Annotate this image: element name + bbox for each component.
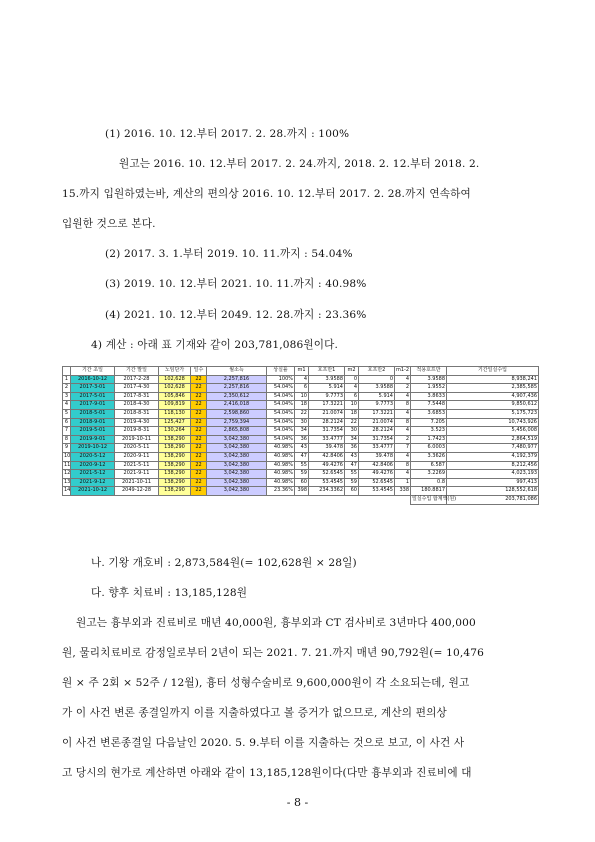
cell-end-date: 2017-8-31: [115, 392, 159, 401]
cell-unit-price: 105,846: [159, 392, 191, 401]
cell-loss-rate: 100%: [267, 375, 295, 384]
period-1: (1) 2016. 10. 12.부터 2017. 2. 28.까지 : 100%: [105, 128, 350, 140]
cell-hoffman1: 17.3221: [309, 401, 345, 410]
cell-end-date: 2020-5-11: [115, 444, 159, 453]
cell-start-date: 2021-5-12: [71, 470, 115, 479]
cell-m2: 43: [345, 452, 359, 461]
cell-m1-2: 338: [395, 487, 411, 496]
cell-m1: 398: [295, 487, 309, 496]
cell-loss-rate: 54.04%: [267, 435, 295, 444]
cell-m1: 34: [295, 427, 309, 436]
cell-hoffman1: 234.3362: [309, 487, 345, 496]
cell-days: 22: [191, 401, 207, 410]
cell-days: 22: [191, 392, 207, 401]
cell-loss-rate: 54.04%: [267, 427, 295, 436]
cell-loss-rate: 23.36%: [267, 487, 295, 496]
cell-start-date: 2018-5-01: [71, 409, 115, 418]
cell-end-date: 2049-12-28: [115, 487, 159, 496]
cell-hoffman1: 28.2124: [309, 418, 345, 427]
cell-monthly-income: 2,759,394: [207, 418, 267, 427]
cell-hoffman2: 53.4545: [359, 487, 395, 496]
cell-start-date: 2021-10-12: [71, 487, 115, 496]
header-start-date: 기간 초일: [71, 367, 115, 376]
cell-loss-rate: 40.98%: [267, 444, 295, 453]
total-label: 일실수입 합계액(원): [412, 496, 457, 502]
cell-period-lost-income: 2,385,585: [447, 384, 539, 393]
cell-unit-price: 102,628: [159, 375, 191, 384]
period-1-note-line-3: 입원한 것으로 본다.: [62, 218, 156, 230]
period-2: (2) 2017. 3. 1.부터 2019. 10. 11.까지 : 54.04%: [105, 248, 353, 260]
cell-start-date: 2019-10-12: [71, 444, 115, 453]
cell-applied-hoffman: 7.205: [411, 418, 447, 427]
cell-hoffman1: 53.4545: [309, 478, 345, 487]
cell-row-index: 8: [63, 435, 71, 444]
table-row: [63, 461, 539, 470]
cell-m2: 4: [345, 384, 359, 393]
header-m1-2: m1-2: [396, 367, 410, 374]
cell-m1: 30: [295, 418, 309, 427]
paragraph-line-6: 고 당시의 현가로 계산하면 아래와 같이 13,185,128원이다(다만 흉부외과 진료비에 대: [62, 767, 472, 779]
cell-unit-price: 118,130: [159, 409, 191, 418]
table-row: [63, 409, 539, 418]
cell-unit-price: 102,628: [159, 384, 191, 393]
cell-row-index: 5: [63, 409, 71, 418]
cell-row-index: 6: [63, 418, 71, 427]
cell-days: 22: [191, 461, 207, 470]
table-row: [63, 384, 539, 393]
section-na: 나. 기왕 개호비 : 2,873,584원(= 102,628원 × 28일): [91, 557, 357, 569]
cell-m2: 55: [345, 470, 359, 479]
cell-hoffman2: 3.9588: [359, 384, 395, 393]
cell-applied-hoffman: 1.9552: [411, 384, 447, 393]
cell-row-index: 2: [63, 384, 71, 393]
cell-start-date: 2019-5-01: [71, 427, 115, 436]
cell-hoffman2: 17.3221: [359, 409, 395, 418]
cell-period-lost-income: 5,175,723: [447, 409, 539, 418]
cell-hoffman2: 9.7773: [359, 401, 395, 410]
cell-start-date: 2016-10-12: [71, 375, 115, 384]
cell-applied-hoffman: 3.6853: [411, 409, 447, 418]
cell-hoffman2: 31.7354: [359, 435, 395, 444]
cell-monthly-income: 2,257,816: [207, 375, 267, 384]
header-m1: m1: [295, 367, 309, 376]
cell-hoffman2: 52.6545: [359, 478, 395, 487]
cell-monthly-income: 2,350,612: [207, 392, 267, 401]
cell-hoffman1: 49.4276: [309, 461, 345, 470]
cell-applied-hoffman: 3.523: [411, 427, 447, 436]
cell-loss-rate: 54.04%: [267, 401, 295, 410]
header-index: [63, 367, 71, 376]
period-3: (3) 2019. 10. 12.부터 2021. 10. 11.까지 : 40.98%: [105, 278, 367, 290]
cell-row-index: 13: [64, 478, 71, 485]
cell-m1: 6: [295, 384, 309, 393]
cell-loss-rate: 40.98%: [267, 478, 295, 487]
cell-m1-2: 8: [395, 418, 411, 427]
cell-period-lost-income: 128,552,618: [447, 487, 539, 496]
cell-unit-price: 138,290: [159, 452, 191, 461]
cell-applied-hoffman: 3.8633: [411, 392, 447, 401]
cell-end-date: 2017-4-30: [115, 384, 159, 393]
cell-m1-2: 4: [395, 452, 411, 461]
header-applied-hoffman: 적용호프만: [411, 367, 447, 376]
cell-row-index: 12: [64, 470, 71, 477]
cell-m1-2: 4: [395, 392, 411, 401]
header-period-lost-income: 기간일실수입: [447, 367, 539, 376]
cell-applied-hoffman: 7.5448: [411, 401, 447, 410]
cell-m2: 30: [345, 427, 359, 436]
header-m2: m2: [345, 367, 359, 376]
cell-end-date: 2018-4-30: [115, 401, 159, 410]
cell-m1-2: 7: [395, 444, 411, 453]
cell-start-date: 2020-9-12: [71, 461, 115, 470]
cell-hoffman1: 52.6545: [309, 470, 345, 479]
cell-days: 22: [191, 409, 207, 418]
cell-hoffman1: 21.0074: [309, 409, 345, 418]
cell-monthly-income: 2,865,808: [207, 427, 267, 436]
cell-hoffman1: 3.9588: [309, 375, 345, 384]
cell-m1-2: 2: [395, 435, 411, 444]
header-hoffman2: 호프만2: [359, 367, 395, 376]
cell-monthly-income: 2,257,816: [207, 384, 267, 393]
cell-period-lost-income: 10,743,926: [447, 418, 539, 427]
table-row: [63, 487, 539, 496]
cell-period-lost-income: 8,938,241: [447, 375, 539, 384]
cell-row-index: 11: [64, 461, 71, 468]
cell-m1-2: 2: [395, 384, 411, 393]
table-row: [63, 470, 539, 479]
cell-m1: 55: [295, 461, 309, 470]
table-row: [63, 418, 539, 427]
cell-period-lost-income: 7,480,977: [447, 444, 539, 453]
cell-unit-price: 138,290: [159, 435, 191, 444]
cell-hoffman2: 5.914: [359, 392, 395, 401]
table-row: [63, 444, 539, 453]
cell-monthly-income: 2,416,018: [207, 401, 267, 410]
calc-heading: 4) 계산 : 아래 표 기재와 같이 203,781,086원이다.: [91, 339, 339, 351]
cell-m1: 43: [295, 444, 309, 453]
cell-m2: 34: [345, 435, 359, 444]
cell-period-lost-income: 4,192,379: [447, 452, 539, 461]
table-row: [63, 375, 539, 384]
cell-applied-hoffman: 3.2269: [411, 470, 447, 479]
page-number: - 8 -: [286, 796, 309, 809]
table-row: [63, 452, 539, 461]
cell-m1: 10: [295, 392, 309, 401]
cell-start-date: 2018-9-01: [71, 418, 115, 427]
cell-m1: 59: [295, 470, 309, 479]
cell-hoffman2: 33.4777: [359, 444, 395, 453]
cell-applied-hoffman: 6.0003: [411, 444, 447, 453]
cell-m1-2: 8: [395, 461, 411, 470]
cell-monthly-income: 3,042,380: [207, 435, 267, 444]
cell-row-index: 9: [63, 444, 71, 453]
cell-m1: 4: [295, 375, 309, 384]
cell-end-date: 2019-8-31: [115, 427, 159, 436]
cell-hoffman2: 21.0074: [359, 418, 395, 427]
header-days: 일수: [191, 367, 207, 376]
cell-period-lost-income: 2,864,519: [447, 435, 539, 444]
cell-end-date: 2019-10-11: [115, 435, 159, 444]
cell-hoffman1: 33.4777: [309, 435, 345, 444]
cell-end-date: 2018-8-31: [115, 409, 159, 418]
cell-days: 22: [191, 384, 207, 393]
cell-days: 22: [191, 478, 207, 487]
cell-row-index: 10: [64, 453, 71, 460]
cell-unit-price: 138,290: [159, 444, 191, 453]
cell-days: 22: [191, 427, 207, 436]
cell-row-index: 4: [63, 401, 71, 410]
cell-m1: 47: [295, 452, 309, 461]
cell-end-date: 2020-9-11: [115, 452, 159, 461]
cell-days: 22: [191, 444, 207, 453]
header-hoffman1: 호프만1: [309, 367, 345, 376]
table-header-row: [63, 367, 539, 376]
cell-end-date: 2019-4-30: [115, 418, 159, 427]
cell-applied-hoffman: 6.587: [411, 461, 447, 470]
header-unit-price: 노임단가: [159, 367, 191, 376]
cell-start-date: 2017-5-01: [71, 392, 115, 401]
cell-applied-hoffman: 0.8: [411, 478, 447, 487]
cell-days: 22: [191, 435, 207, 444]
header-monthly-income: 월소득: [207, 367, 267, 376]
cell-loss-rate: 54.04%: [267, 392, 295, 401]
paragraph-line-1: 원고는 흉부외과 진료비로 매년 40,000원, 흉부외과 CT 검사비로 3년마다 400,000: [76, 617, 476, 629]
cell-start-date: 2019-9-01: [71, 435, 115, 444]
cell-monthly-income: 2,598,860: [207, 409, 267, 418]
header-end-date: 기간 말일: [115, 367, 159, 376]
paragraph-line-2: 원, 물리치료비로 감정일로부터 2년이 되는 2021. 7. 21.까지 매년 90,792원(= 10,476: [62, 647, 485, 659]
period-4: (4) 2021. 10. 12.부터 2049. 12. 28.까지 : 23.36%: [105, 309, 367, 321]
lost-income-table: [62, 366, 539, 505]
cell-applied-hoffman: 3.3626: [411, 452, 447, 461]
cell-loss-rate: 40.98%: [267, 461, 295, 470]
cell-days: 22: [191, 487, 207, 496]
table-row: [63, 427, 539, 436]
paragraph-line-3: 원 × 주 2회 × 52주 / 12월), 흉터 성형수술비로 9,600,000원이 각 소요되는데, 원고: [62, 677, 470, 689]
cell-m2: 60: [345, 487, 359, 496]
cell-period-lost-income: 4,023,193: [447, 470, 539, 479]
cell-unit-price: 109,819: [159, 401, 191, 410]
cell-m1-2: 4: [395, 470, 411, 479]
cell-monthly-income: 3,042,380: [207, 478, 267, 487]
cell-hoffman1: 42.8406: [309, 452, 345, 461]
cell-row-index: 14: [64, 487, 71, 494]
cell-hoffman2: 0: [359, 375, 395, 384]
total-value: 203,781,086: [447, 495, 539, 504]
cell-applied-hoffman: 3.9588: [411, 375, 447, 384]
cell-applied-hoffman: 1.7423: [411, 435, 447, 444]
cell-days: 22: [191, 418, 207, 427]
cell-hoffman1: 39.478: [309, 444, 345, 453]
cell-monthly-income: 3,042,380: [207, 444, 267, 453]
cell-loss-rate: 54.04%: [267, 384, 295, 393]
cell-m1-2: 8: [395, 401, 411, 410]
cell-m1: 18: [295, 401, 309, 410]
cell-hoffman1: 5.914: [309, 384, 345, 393]
cell-hoffman2: 49.4276: [359, 470, 395, 479]
cell-m1: 22: [295, 409, 309, 418]
paragraph-line-5: 이 사건 변론종결일 다음날인 2020. 5. 9.부터 이를 지출하는 것으로 보고, 이 사건 사: [62, 737, 465, 749]
cell-unit-price: 138,290: [159, 478, 191, 487]
cell-row-index: 7: [63, 427, 71, 436]
cell-unit-price: 138,290: [159, 470, 191, 479]
cell-row-index: 3: [63, 392, 71, 401]
cell-m1-2: 4: [395, 409, 411, 418]
cell-unit-price: 130,264: [159, 427, 191, 436]
cell-end-date: 2017-2-28: [115, 375, 159, 384]
cell-period-lost-income: 997,413: [447, 478, 539, 487]
cell-m2: 0: [345, 375, 359, 384]
cell-end-date: 2021-10-11: [115, 478, 159, 487]
cell-monthly-income: 3,042,380: [207, 452, 267, 461]
cell-period-lost-income: 8,212,456: [447, 461, 539, 470]
cell-m2: 6: [345, 392, 359, 401]
cell-days: 22: [191, 470, 207, 479]
cell-m1-2: 1: [395, 478, 411, 487]
table-row: [63, 392, 539, 401]
cell-days: 22: [191, 375, 207, 384]
cell-m2: 59: [345, 478, 359, 487]
cell-end-date: 2021-5-11: [115, 461, 159, 470]
cell-hoffman2: 39.478: [359, 452, 395, 461]
cell-loss-rate: 40.98%: [267, 452, 295, 461]
cell-applied-hoffman: 180.8817: [411, 487, 447, 496]
cell-monthly-income: 3,042,380: [207, 487, 267, 496]
cell-row-index: 1: [63, 375, 71, 384]
cell-m1: 60: [295, 478, 309, 487]
table-row: [63, 401, 539, 410]
cell-unit-price: 138,290: [159, 487, 191, 496]
cell-loss-rate: 54.04%: [267, 409, 295, 418]
cell-loss-rate: 54.04%: [267, 418, 295, 427]
table-row: [63, 478, 539, 487]
cell-m2: 47: [345, 461, 359, 470]
period-1-note-line-2: 15.까지 입원하였는바, 계산의 편의상 2016. 10. 12.부터 2017. 2. 28.까지 연속하여: [62, 188, 471, 200]
cell-m2: 18: [345, 409, 359, 418]
cell-hoffman1: 31.7354: [309, 427, 345, 436]
cell-m2: 22: [345, 418, 359, 427]
cell-monthly-income: 3,042,380: [207, 470, 267, 479]
cell-monthly-income: 3,042,380: [207, 461, 267, 470]
cell-m2: 36: [345, 444, 359, 453]
cell-unit-price: 138,290: [159, 461, 191, 470]
cell-m1-2: 4: [395, 427, 411, 436]
cell-hoffman2: 42.8406: [359, 461, 395, 470]
cell-hoffman2: 28.2124: [359, 427, 395, 436]
cell-period-lost-income: 4,907,436: [447, 392, 539, 401]
cell-m1-2: 4: [395, 375, 411, 384]
table-total-row: [63, 495, 539, 504]
cell-loss-rate: 40.98%: [267, 470, 295, 479]
cell-start-date: 2020-5-12: [71, 452, 115, 461]
period-1-note-line-1: 원고는 2016. 10. 12.부터 2017. 2. 24.까지, 2018. 2. 12.부터 2018. 2.: [119, 158, 480, 170]
section-da: 다. 향후 치료비 : 13,185,128원: [91, 587, 248, 599]
cell-unit-price: 125,427: [159, 418, 191, 427]
cell-m1: 36: [295, 435, 309, 444]
paragraph-line-4: 가 이 사건 변론 종결일까지 이를 지출하였다고 볼 증거가 없으므로, 계산의 편의상: [62, 707, 447, 719]
table-row: [63, 435, 539, 444]
header-loss-rate: 상실률: [267, 367, 295, 376]
cell-days: 22: [191, 452, 207, 461]
cell-period-lost-income: 9,850,612: [447, 401, 539, 410]
cell-end-date: 2021-9-11: [115, 470, 159, 479]
cell-start-date: 2017-3-01: [71, 384, 115, 393]
cell-start-date: 2017-9-01: [71, 401, 115, 410]
cell-m2: 10: [345, 401, 359, 410]
cell-period-lost-income: 5,456,008: [447, 427, 539, 436]
cell-start-date: 2021-9-12: [71, 478, 115, 487]
cell-hoffman1: 9.7773: [309, 392, 345, 401]
